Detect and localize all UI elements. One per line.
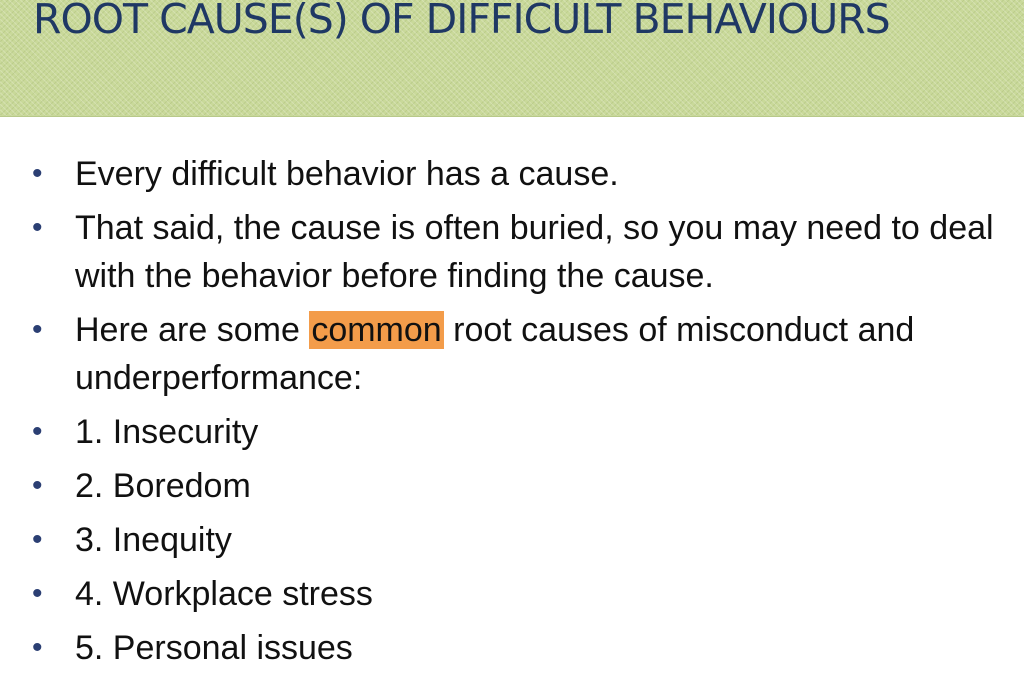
bullet-text: 1. Insecurity [75, 413, 259, 451]
bullet-icon: • [32, 157, 43, 190]
bullet-text: 5. Personal issues [75, 629, 353, 667]
bullet-item [0, 516, 1024, 564]
bullet-text-before: Here are some [75, 311, 310, 349]
bullet-icon: • [32, 211, 43, 244]
bullet-item [0, 204, 1024, 300]
bullet-icon: • [32, 469, 43, 502]
bullet-text: 2. Boredom [75, 467, 251, 505]
bullet-item [0, 570, 1024, 618]
bullet-text: Every difficult behavior has a cause. [75, 155, 619, 193]
bullet-item [0, 408, 1024, 456]
bullet-icon: • [32, 577, 43, 610]
bullet-icon: • [32, 313, 43, 346]
bullet-icon: • [32, 415, 43, 448]
slide-title: ROOT CAUSE(S) OF DIFFICULT BEHAVIOURS [33, 0, 890, 43]
bullet-text-after: root causes of misconduct and underperformance: [75, 311, 915, 397]
bullet-icon: • [32, 631, 43, 664]
bullet-text: That said, the cause is often buried, so you may need to deal with the behavior before finding the cause. [75, 209, 994, 295]
highlighted-word: common [311, 311, 442, 349]
bullet-item [0, 462, 1024, 510]
bullet-list [0, 150, 1024, 678]
bullet-text: 3. Inequity [75, 521, 232, 559]
bullet-text: 4. Workplace stress [75, 575, 373, 613]
bullet-icon: • [32, 523, 43, 556]
title-band [0, 0, 1024, 117]
bullet-item [0, 150, 1024, 198]
bullet-item [0, 306, 1024, 402]
bullet-item [0, 624, 1024, 672]
